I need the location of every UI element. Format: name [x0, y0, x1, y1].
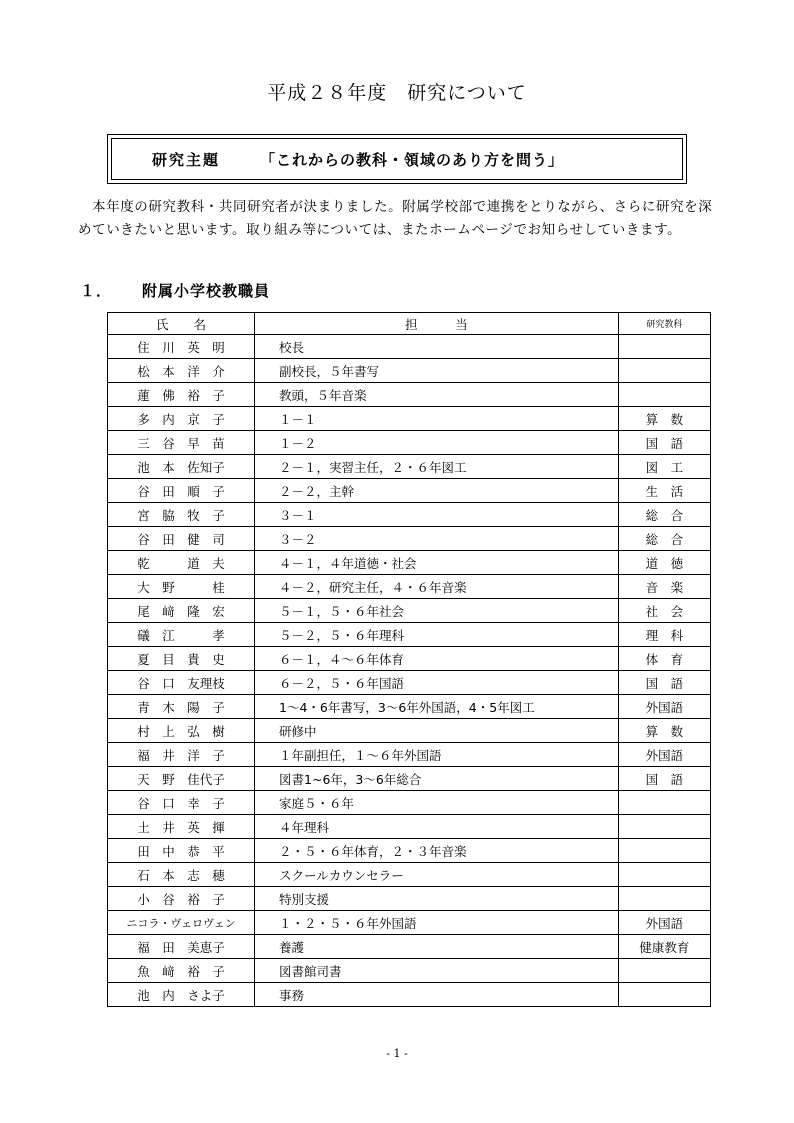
staff-name-cell: 天 野 佳代子 [108, 767, 255, 791]
table-row [108, 719, 711, 743]
staff-subject-cell: 音 楽 [618, 575, 710, 599]
research-theme-label: 研究主題 [152, 150, 221, 169]
staff-duty-cell: ２－２，主幹 [255, 479, 619, 503]
table-row [108, 815, 711, 839]
table-row [108, 359, 711, 383]
staff-duty-cell: ２・５・６年体育，２・３年音楽 [255, 839, 619, 863]
staff-duty-cell: 家庭５・６年 [255, 791, 619, 815]
table-row [108, 623, 711, 647]
table-row [108, 527, 711, 551]
table-row [108, 383, 711, 407]
staff-duty-cell: 特別支援 [255, 887, 619, 911]
staff-name-cell: 礒 江 孝 [108, 623, 255, 647]
staff-duty-cell: 校長 [255, 335, 619, 359]
staff-name-cell: 福 井 洋 子 [108, 743, 255, 767]
staff-name-cell: 蓮 佛 裕 子 [108, 383, 255, 407]
page-number: - 1 - [386, 1047, 408, 1060]
staff-subject-cell: 算 数 [618, 407, 710, 431]
table-row [108, 599, 711, 623]
staff-subject-cell: 外国語 [618, 695, 710, 719]
section-number: １． [80, 282, 113, 300]
staff-subject-cell: 外国語 [618, 911, 710, 935]
staff-subject-cell [618, 335, 710, 359]
staff-table-body [108, 335, 711, 1007]
table-row [108, 791, 711, 815]
staff-duty-cell: 事務 [255, 983, 619, 1007]
staff-name-cell: 谷 口 幸 子 [108, 791, 255, 815]
staff-subject-cell: 総 合 [618, 527, 710, 551]
staff-duty-cell: スクールカウンセラー [255, 863, 619, 887]
page-title: 平成２８年度 研究について [267, 82, 527, 104]
staff-subject-cell [618, 815, 710, 839]
intro-paragraph: 本年度の研究教科・共同研究者が決まりました。附属学校部で連携をとりながら、さらに研究を深めていきたいと思います。取り組み等については、またホームページでお知らせしていきます。 [78, 199, 713, 238]
header-name: 氏 名 [108, 313, 255, 335]
staff-duty-cell: ３－１ [255, 503, 619, 527]
table-row [108, 335, 711, 359]
table-row [108, 839, 711, 863]
table-header-row [108, 313, 711, 335]
staff-name-cell: 田 中 恭 平 [108, 839, 255, 863]
staff-duty-cell: 教頭，５年音楽 [255, 383, 619, 407]
table-row [108, 479, 711, 503]
staff-name-cell: 谷 田 順 子 [108, 479, 255, 503]
staff-duty-cell: ３－２ [255, 527, 619, 551]
staff-name-cell: 青 木 陽 子 [108, 695, 255, 719]
staff-duty-cell: ４年理科 [255, 815, 619, 839]
staff-duty-cell: ６－１，４～６年体育 [255, 647, 619, 671]
table-row [108, 407, 711, 431]
research-theme-box [107, 134, 687, 184]
table-row [108, 503, 711, 527]
staff-name-cell: 谷 口 友理枝 [108, 671, 255, 695]
table-row [108, 935, 711, 959]
table-row [108, 431, 711, 455]
staff-duty-cell: ４－１，４年道徳・社会 [255, 551, 619, 575]
staff-name-cell: 乾 道 夫 [108, 551, 255, 575]
staff-duty-cell: ２－１，実習主任，２・６年図工 [255, 455, 619, 479]
staff-subject-cell: 生 活 [618, 479, 710, 503]
table-row [108, 575, 711, 599]
staff-duty-cell: １－２ [255, 431, 619, 455]
table-row [108, 959, 711, 983]
table-row [108, 983, 711, 1007]
staff-name-cell: 尾 﨑 隆 宏 [108, 599, 255, 623]
staff-name-cell: 松 本 洋 介 [108, 359, 255, 383]
table-row [108, 743, 711, 767]
staff-subject-cell: 国 語 [618, 767, 710, 791]
table-row [108, 767, 711, 791]
staff-name-cell: 多 内 京 子 [108, 407, 255, 431]
header-duty: 担 当 [255, 313, 619, 335]
research-theme-inner [111, 138, 683, 180]
staff-name-cell: 住 川 英 明 [108, 335, 255, 359]
staff-subject-cell [618, 863, 710, 887]
staff-subject-cell: 体 育 [618, 647, 710, 671]
staff-duty-cell: ６－２，５・６年国語 [255, 671, 619, 695]
staff-name-cell: 三 谷 早 苗 [108, 431, 255, 455]
staff-name-cell: 池 本 佐知子 [108, 455, 255, 479]
staff-name-cell: 魚 﨑 裕 子 [108, 959, 255, 983]
staff-name-cell: 小 谷 裕 子 [108, 887, 255, 911]
staff-name-cell: 土 井 英 揮 [108, 815, 255, 839]
staff-duty-cell: １・２・５・６年外国語 [255, 911, 619, 935]
staff-name-cell: 池 内 さよ子 [108, 983, 255, 1007]
staff-subject-cell: 国 語 [618, 671, 710, 695]
staff-subject-cell: 健康教育 [618, 935, 710, 959]
table-row [108, 647, 711, 671]
section-heading [80, 280, 270, 301]
staff-duty-cell: ５－２，５・６年理科 [255, 623, 619, 647]
staff-subject-cell [618, 383, 710, 407]
staff-name-cell: 夏 目 貴 史 [108, 647, 255, 671]
staff-subject-cell [618, 983, 710, 1007]
staff-name-cell: 大 野 桂 [108, 575, 255, 599]
staff-duty-cell: １年副担任，１～６年外国語 [255, 743, 619, 767]
staff-duty-cell: ４－２，研究主任，４・６年音楽 [255, 575, 619, 599]
table-row [108, 551, 711, 575]
staff-subject-cell: 社 会 [618, 599, 710, 623]
staff-duty-cell: １－１ [255, 407, 619, 431]
staff-subject-cell [618, 359, 710, 383]
staff-subject-cell [618, 887, 710, 911]
table-row [108, 863, 711, 887]
staff-subject-cell [618, 959, 710, 983]
staff-subject-cell: 算 数 [618, 719, 710, 743]
staff-duty-cell: 図書館司書 [255, 959, 619, 983]
table-row [108, 695, 711, 719]
research-theme-text: 「これからの教科・領域のあり方を問う」 [260, 150, 565, 169]
table-row [108, 455, 711, 479]
staff-name-cell: 谷 田 健 司 [108, 527, 255, 551]
staff-name-cell: ニコラ・ヴェロヴェン [108, 911, 255, 935]
staff-subject-cell: 外国語 [618, 743, 710, 767]
staff-subject-cell: 総 合 [618, 503, 710, 527]
staff-duty-cell: ５－１，５・６年社会 [255, 599, 619, 623]
table-row [108, 911, 711, 935]
staff-name-cell: 村 上 弘 樹 [108, 719, 255, 743]
staff-table [107, 312, 711, 1007]
section-title: 附属小学校教職員 [142, 282, 271, 300]
staff-duty-cell: 1～4・6年書写，3～6年外国語，4・5年図工 [255, 695, 619, 719]
staff-duty-cell: 研修中 [255, 719, 619, 743]
table-row [108, 887, 711, 911]
staff-subject-cell: 図 工 [618, 455, 710, 479]
staff-subject-cell: 国 語 [618, 431, 710, 455]
table-row [108, 671, 711, 695]
staff-duty-cell: 図書1~6年，3～6年総合 [255, 767, 619, 791]
staff-subject-cell: 理 科 [618, 623, 710, 647]
header-subject: 研究教科 [618, 313, 710, 335]
staff-name-cell: 石 本 志 穂 [108, 863, 255, 887]
staff-duty-cell: 養護 [255, 935, 619, 959]
staff-subject-cell: 道 徳 [618, 551, 710, 575]
staff-subject-cell [618, 839, 710, 863]
staff-name-cell: 福 田 美恵子 [108, 935, 255, 959]
staff-duty-cell: 副校長，５年書写 [255, 359, 619, 383]
staff-name-cell: 宮 脇 牧 子 [108, 503, 255, 527]
staff-subject-cell [618, 791, 710, 815]
